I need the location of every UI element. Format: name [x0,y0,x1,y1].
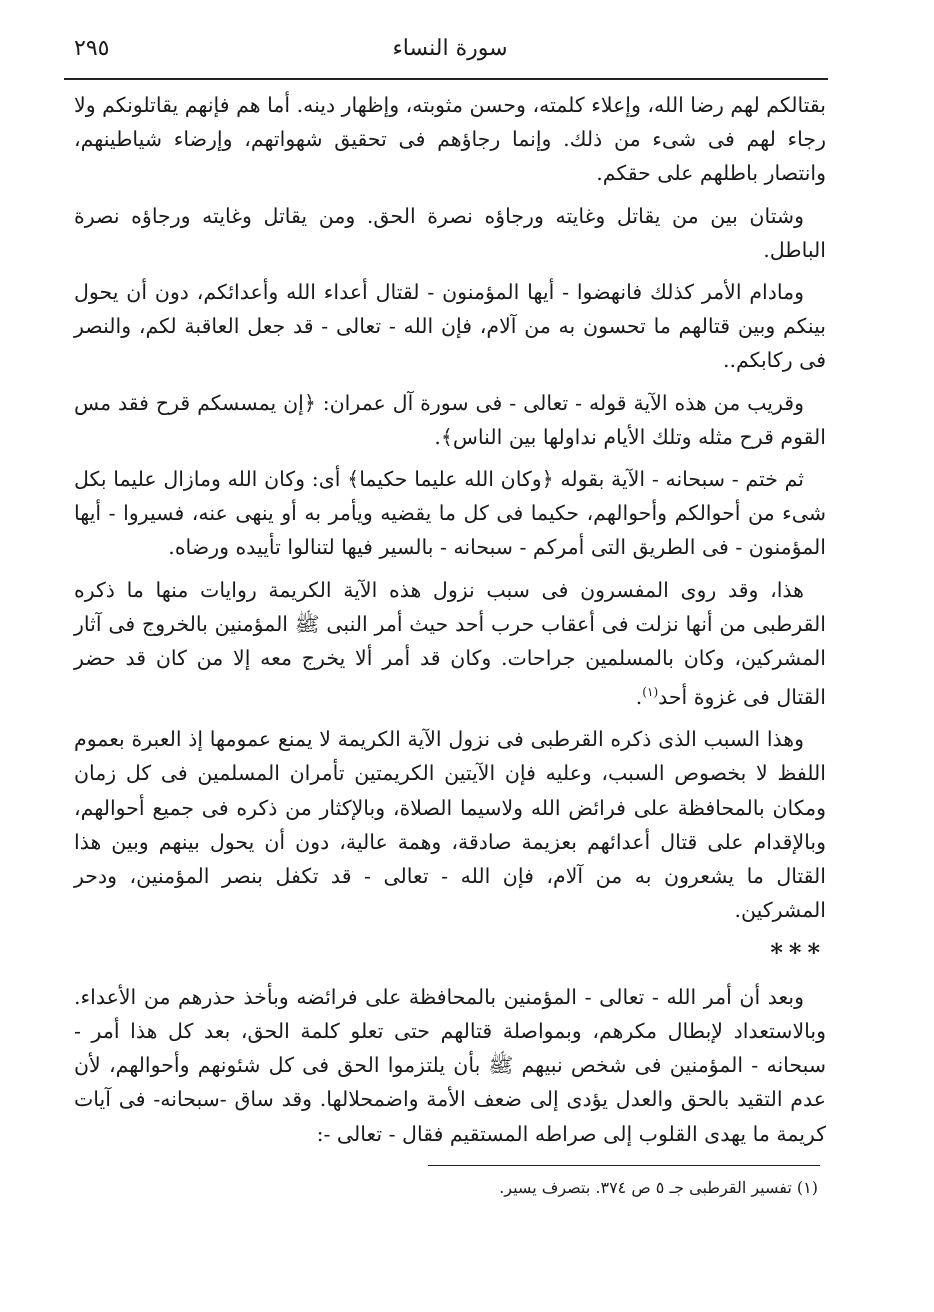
paragraph-with-footnote: هذا، وقد روى المفسرون فى سبب نزول هذه الآية الكريمة روايات منها ما ذكره القرطبى من أنها نزلت فى أعقاب حرب أحد حيث أمر النبى ﷺ المؤمنين بالخروج فى آثار المشركين، وكان بالمسلمين جراحات. وكان قد أمر ألا يخرج معه إلا من كان قد حضر القتال فى غزوة أحد$^{(١)}$. [74,577,826,710]
paragraph: وبعد أن أمر الله - تعالى - المؤمنين بالمحافظة على فرائضه وبأخذ حذرهم من الأعداء. وبالاستعداد لإبطال مكرهم، وبمواصلة قتالهم حتى تعلو كلمة الحق، بعد كل هذا أمر - سبحانه - المؤمنين فى شخص نبيهم ﷺ بأن يلتزموا الحق فى كل شئونهم وأحوالهم، لأن عدم التقيد بالحق والعدل يؤدى إلى ضعف الأمة واضمحلالها. وقد ساق -سبحانه- فى آيات كريمة ما يهدى القلوب إلى صراطه المستقيم فقال - تعالى -: [74,984,826,1146]
paragraph: ومادام الأمر كذلك فانهضوا - أيها المؤمنون - لقتال أعداء الله وأعدائكم، دون أن يحول بينكم وبين قتالهم ما تحسون به من آلام، فإن الله - تعالى - قد جعل العاقبة لكم، والنصر فى ركابكم.. [74,280,826,373]
page-number: ٢٩٥ [74,36,110,61]
footnote-rule [428,1165,820,1166]
paragraph: ثم ختم - سبحانه - الآية بقوله ﴿وكان الله عليما حكيما﴾ أى: وكان الله ومازال عليما بكل شىء من أحوالكم وأحوالهم، حكيما فى كل ما يقضيه ويأمر به أو ينهى عنه، فسيروا - أيها المؤمنون - فى الطريق التى أمركم - سبحانه - بالسير فيها لتنالوا تأييده ورضاه. [74,467,826,560]
paragraph: وهذا السبب الذى ذكره القرطبى فى نزول الآية الكريمة لا يمنع عمومها إذ العبرة بعموم اللفظ لا بخصوص السبب، وعليه فإن الآيتين الكريمتين تأمران المسلمين فى كل زمان ومكان بالمحافظة على فرائض الله ولاسيما الصلاة، وبالإكثار من ذكره فى جميع أحوالهم، وبالإقدام على قتال أعدائهم بعزيمة صادقة، وهمة عالية، دون أن يحول بينهم وبين هذا القتال ما يشعرون به من آلام، فإن الله - تعالى - قد تكفل بنصر المؤمنين، ودحر المشركين. [74,727,826,923]
paragraph: وشتان بين من يقاتل وغايته ورجاؤه نصرة الحق. ومن يقاتل وغايته ورجاؤه نصرة الباطل. [74,203,826,262]
header-rule [64,78,828,80]
section-separator: *** [770,937,826,967]
paragraph: وقريب من هذه الآية قوله - تعالى - فى سورة آل عمران: ﴿إن يمسسكم قرح فقد مس القوم قرح مثله وتلك الأيام نداولها بين الناس﴾. [74,390,826,449]
body-text [74,88,826,1159]
page-header [70,32,830,72]
surah-title: سورة النساء [392,36,508,61]
paragraph-text: هذا، وقد روى المفسرون فى سبب نزول هذه الآية الكريمة روايات منها ما ذكره القرطبى من أنها نزلت فى أعقاب حرب أحد حيث أمر النبى ﷺ المؤمنين بالخروج فى آثار المشركين، وكان بالمسلمين جراحات. وكان قد أمر ألا يخرج معه إلا من كان قد حضر القتال فى غزوة أحد [74,577,826,710]
footnote-marker[interactable]: (١) [642,685,659,700]
footnote: (١) تفسير القرطبى جـ ٥ ص ٣٧٤. بتصرف يسير. [499,1178,818,1197]
paragraph: بقتالكم لهم رضا الله، وإعلاء كلمته، وحسن مثوبته، وإظهار دينه. أما هم فإنهم يقاتلونكم ولا رجاء لهم فى شىء من ذلك. وإنما رجاؤهم فى تحقيق شهواتهم، وإرضاء شياطينهم، وانتصار باطلهم على حقكم. [74,93,826,186]
